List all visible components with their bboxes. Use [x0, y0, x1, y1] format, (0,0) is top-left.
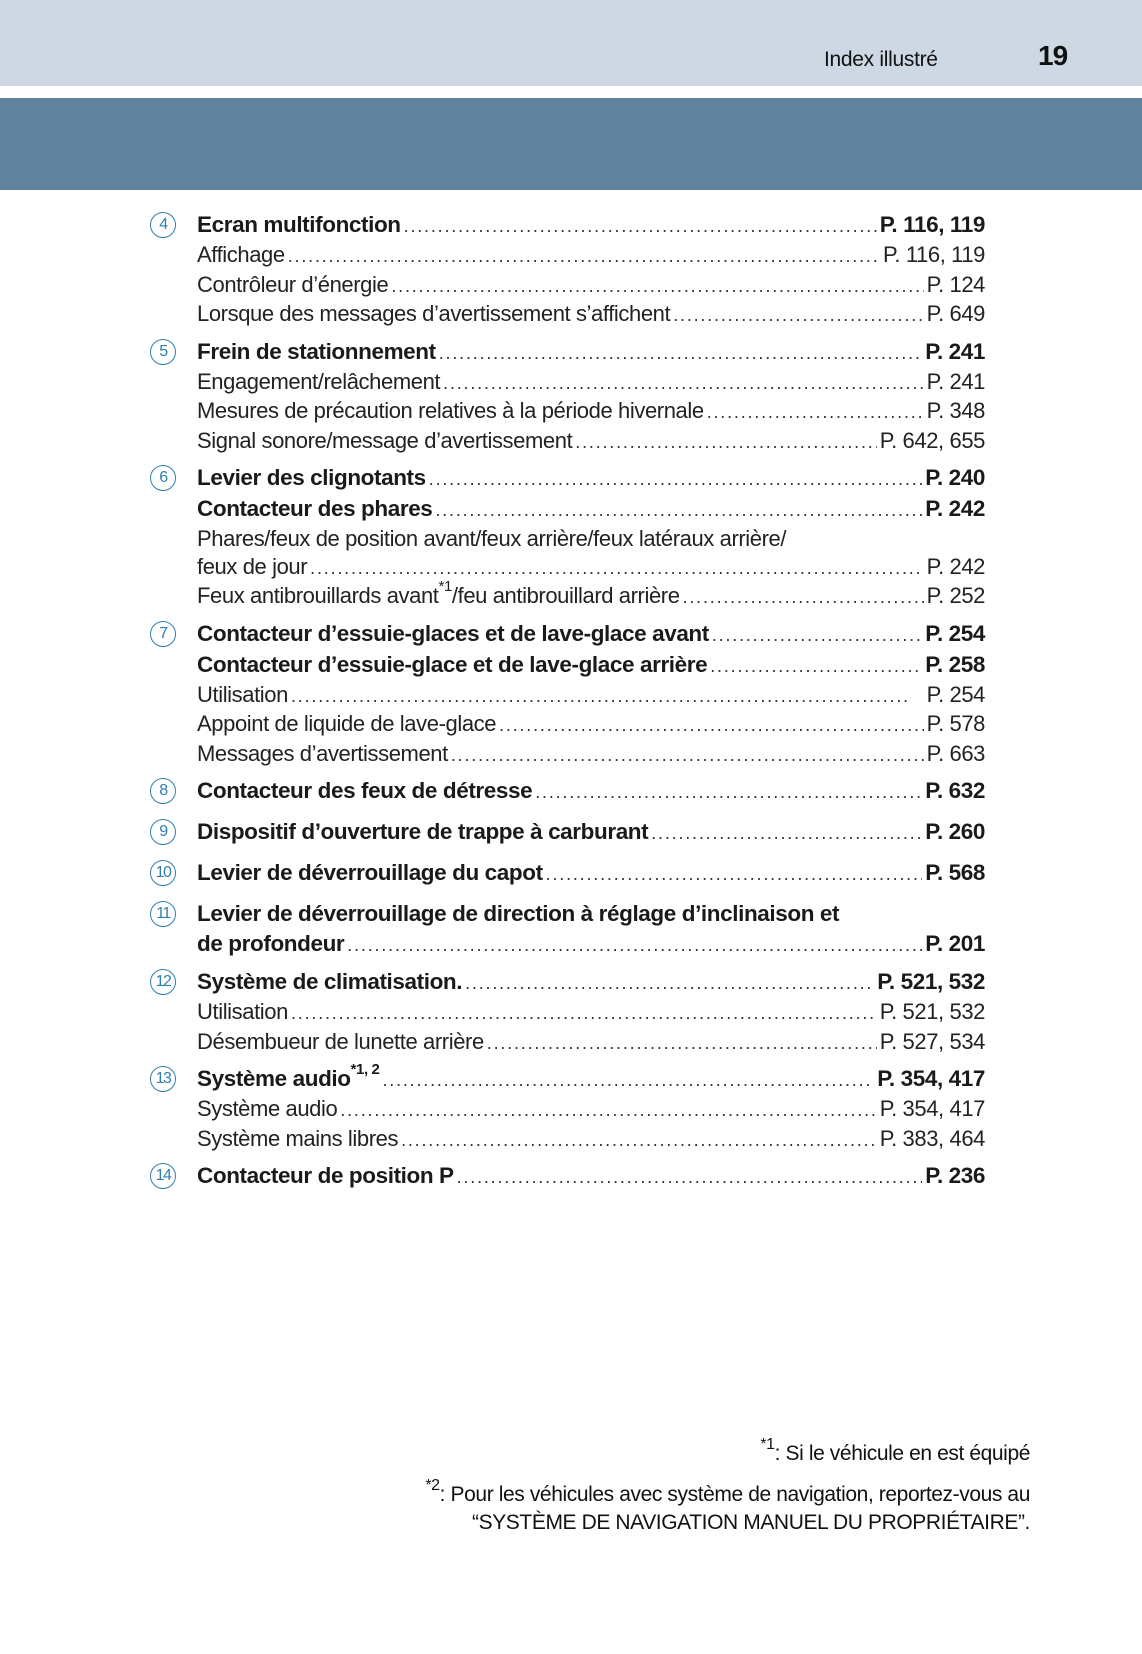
leader-dots [404, 211, 877, 241]
leader-dots [457, 1162, 923, 1192]
leader-dots [439, 338, 923, 368]
footnote-2: $^{*2}$: Pour les véhicules avec système de navigation, reportez-vous au “SYSTÈME DE NAVIGATION MANUEL DU PROPRIÉTAIRE”. [425, 1477, 1030, 1534]
footnote-mark: *1 [760, 1436, 775, 1453]
index-subentry[interactable]: Mesures de précaution relatives à la période hivernale . . . P. 348 [197, 397, 985, 427]
page-ref[interactable]: P. 241 [926, 368, 985, 394]
page-ref[interactable]: P. 578 [926, 711, 985, 736]
index-group-12 [150, 967, 985, 1057]
index-subentry[interactable]: Désembueur de lunette arrière . . . P. 527, 534 [197, 1028, 985, 1058]
leader-dots [429, 464, 922, 494]
callout-number-icon: 11 [150, 901, 176, 927]
leader-dots [310, 555, 923, 583]
index-entry[interactable]: Ecran multifonction . . . P. 116, 119 [197, 210, 985, 241]
index-entry[interactable]: Contacteur des feux de détresse . . . P. 632 [197, 776, 985, 807]
index-entry[interactable]: Système audio$^{*1, 2}$ . . . P. 354, 417 [197, 1064, 985, 1095]
index-subentry[interactable]: Appoint de liquide de lave-glace . . . P. 578 [197, 710, 985, 740]
callout-number-icon: 5 [150, 339, 176, 365]
index-subentry[interactable]: Utilisation . . . P. 521, 532 [197, 998, 985, 1028]
section-title: Index illustré [824, 48, 938, 71]
page-ref[interactable]: P. 383, 464 [879, 1125, 985, 1151]
page-ref[interactable]: P. 663 [926, 740, 985, 766]
index-group-14 [150, 1161, 985, 1192]
leader-dots [443, 370, 923, 398]
index-subentry[interactable]: Lorsque des messages d’avertissement s’affichent . . . P. 649 [197, 300, 985, 330]
leader-dots [288, 243, 880, 271]
index-subentry[interactable]: feux de jour . . . P. 242 [197, 553, 985, 583]
leader-dots [340, 1097, 876, 1125]
index-group-10 [150, 858, 985, 889]
page-ref[interactable]: P. 242 [925, 496, 985, 521]
index-entry[interactable]: Frein de stationnement . . . P. 241 [197, 337, 985, 368]
footnote-1: $^{*1}$: Si le véhicule en est équipé [760, 1436, 1030, 1465]
index-entry[interactable]: Contacteur de position P . . . P. 236 [197, 1161, 985, 1192]
page-ref[interactable]: P. 521, 532 [877, 969, 985, 994]
index-subentry-line1: Phares/feux de position avant/feux arrière/feux latéraux arrière/ [197, 526, 787, 551]
callout-number-icon: 7 [150, 621, 176, 647]
page-ref[interactable]: P. 348 [926, 398, 985, 423]
leader-dots [673, 302, 923, 330]
index-entry[interactable]: de profondeur . . . P. 201 [197, 929, 985, 960]
index-subentry[interactable]: Utilisation . . . P. 254 [197, 681, 985, 711]
page-ref[interactable]: P. 260 [925, 819, 985, 844]
page-ref[interactable]: P. 527, 534 [879, 1028, 985, 1054]
leader-dots [347, 930, 922, 960]
callout-number-icon: 10 [150, 860, 176, 886]
page-ref[interactable]: P. 252 [926, 583, 985, 608]
leader-dots [499, 712, 924, 740]
page-ref[interactable]: P. 354, 417 [879, 1096, 985, 1121]
index-subentry[interactable]: Affichage . . . P. 116, 119 [197, 241, 985, 271]
section-band [0, 98, 1142, 190]
leader-dots [535, 777, 922, 807]
leader-dots [391, 273, 923, 301]
callout-number-icon: 12 [150, 969, 176, 995]
index-list [150, 210, 985, 1199]
page-ref[interactable]: P. 642, 655 [879, 427, 985, 453]
index-subentry[interactable]: Système audio . . . P. 354, 417 [197, 1095, 985, 1125]
index-group-6 [150, 463, 985, 612]
page-ref[interactable]: P. 124 [926, 271, 985, 297]
page-ref[interactable]: P. 240 [925, 465, 985, 490]
page-ref[interactable]: P. 201 [925, 931, 985, 956]
index-entry-line1: Levier de déverrouillage de direction à réglage d’inclinaison et [197, 901, 840, 926]
page-ref[interactable]: P. 649 [926, 301, 985, 326]
callout-number-icon: 6 [150, 465, 176, 491]
leader-dots [401, 1127, 877, 1155]
index-subentry[interactable]: Système mains libres . . . P. 383, 464 [197, 1125, 985, 1155]
index-subentry[interactable]: Engagement/relâchement . . . P. 241 [197, 368, 985, 398]
leader-dots [487, 1030, 877, 1058]
footnote-mark: *1 [438, 577, 452, 595]
index-group-8 [150, 776, 985, 807]
leader-dots [712, 620, 922, 650]
leader-dots [291, 1000, 877, 1028]
page-ref[interactable]: P. 258 [925, 651, 985, 677]
leader-dots [710, 651, 922, 681]
page-ref[interactable]: P. 354, 417 [877, 1066, 985, 1091]
page-ref[interactable]: P. 116, 119 [882, 242, 985, 267]
page-ref[interactable]: P. 632 [925, 778, 985, 803]
index-group-9 [150, 817, 985, 848]
page-ref[interactable]: P. 521, 532 [879, 999, 985, 1024]
callout-number-icon: 8 [150, 778, 176, 804]
page-number: 19 [1038, 40, 1068, 71]
page-ref[interactable]: P. 254 [925, 620, 985, 646]
leader-dots [382, 1065, 874, 1095]
page-ref[interactable]: P. 236 [925, 1163, 985, 1188]
page-ref[interactable]: P. 242 [926, 553, 985, 579]
callout-number-icon: 9 [150, 819, 176, 845]
leader-dots [291, 683, 924, 711]
page-ref[interactable]: P. 568 [925, 860, 985, 885]
header-band [0, 0, 1142, 86]
callout-number-icon: 4 [150, 212, 176, 238]
leader-dots [651, 818, 922, 848]
leader-dots [451, 742, 924, 770]
index-entry[interactable]: Contacteur des phares . . . P. 242 [197, 494, 985, 525]
index-entry[interactable]: Levier des clignotants . . . P. 240 [197, 463, 985, 494]
index-entry[interactable]: Contacteur d’essuie-glaces et de lave-glace avant . . . P. 254 [197, 619, 985, 650]
leader-dots [546, 859, 923, 889]
page-ref[interactable]: P. 254 [926, 681, 985, 707]
index-subentry[interactable]: Contrôleur d’énergie . . . P. 124 [197, 271, 985, 301]
leader-dots [435, 495, 922, 525]
index-group-5 [150, 337, 985, 457]
index-entry[interactable]: Système de climatisation. . . . P. 521, 532 [197, 967, 985, 998]
index-group-4 [150, 210, 985, 330]
leader-dots [707, 399, 924, 427]
callout-number-icon: 13 [150, 1066, 176, 1092]
page-ref[interactable]: P. 116, 119 [879, 212, 985, 237]
leader-dots [465, 968, 874, 998]
page-ref[interactable]: P. 241 [925, 338, 985, 364]
index-subentry[interactable]: Signal sonore/message d’avertissement . . . P. 642, 655 [197, 427, 985, 457]
index-entry[interactable]: Levier de déverrouillage du capot . . . P. 568 [197, 858, 985, 889]
index-group-11 [150, 899, 985, 960]
footnote-mark: *2 [425, 1477, 440, 1494]
footnote-mark: *1, 2 [350, 1060, 380, 1078]
index-entry[interactable]: Contacteur d’essuie-glace et de lave-glace arrière . . . P. 258 [197, 650, 985, 681]
index-subentry[interactable]: Feux antibrouillards avant$^{*1}$/feu antibrouillard arrière . . . P. 252 [197, 582, 985, 612]
index-group-7 [150, 619, 985, 770]
leader-dots [683, 584, 924, 612]
index-group-13 [150, 1060, 985, 1154]
leader-dots [575, 429, 876, 457]
index-subentry[interactable]: Messages d’avertissement . . . P. 663 [197, 740, 985, 770]
index-entry[interactable]: Dispositif d’ouverture de trappe à carburant . . . P. 260 [197, 817, 985, 848]
callout-number-icon: 14 [150, 1163, 176, 1189]
